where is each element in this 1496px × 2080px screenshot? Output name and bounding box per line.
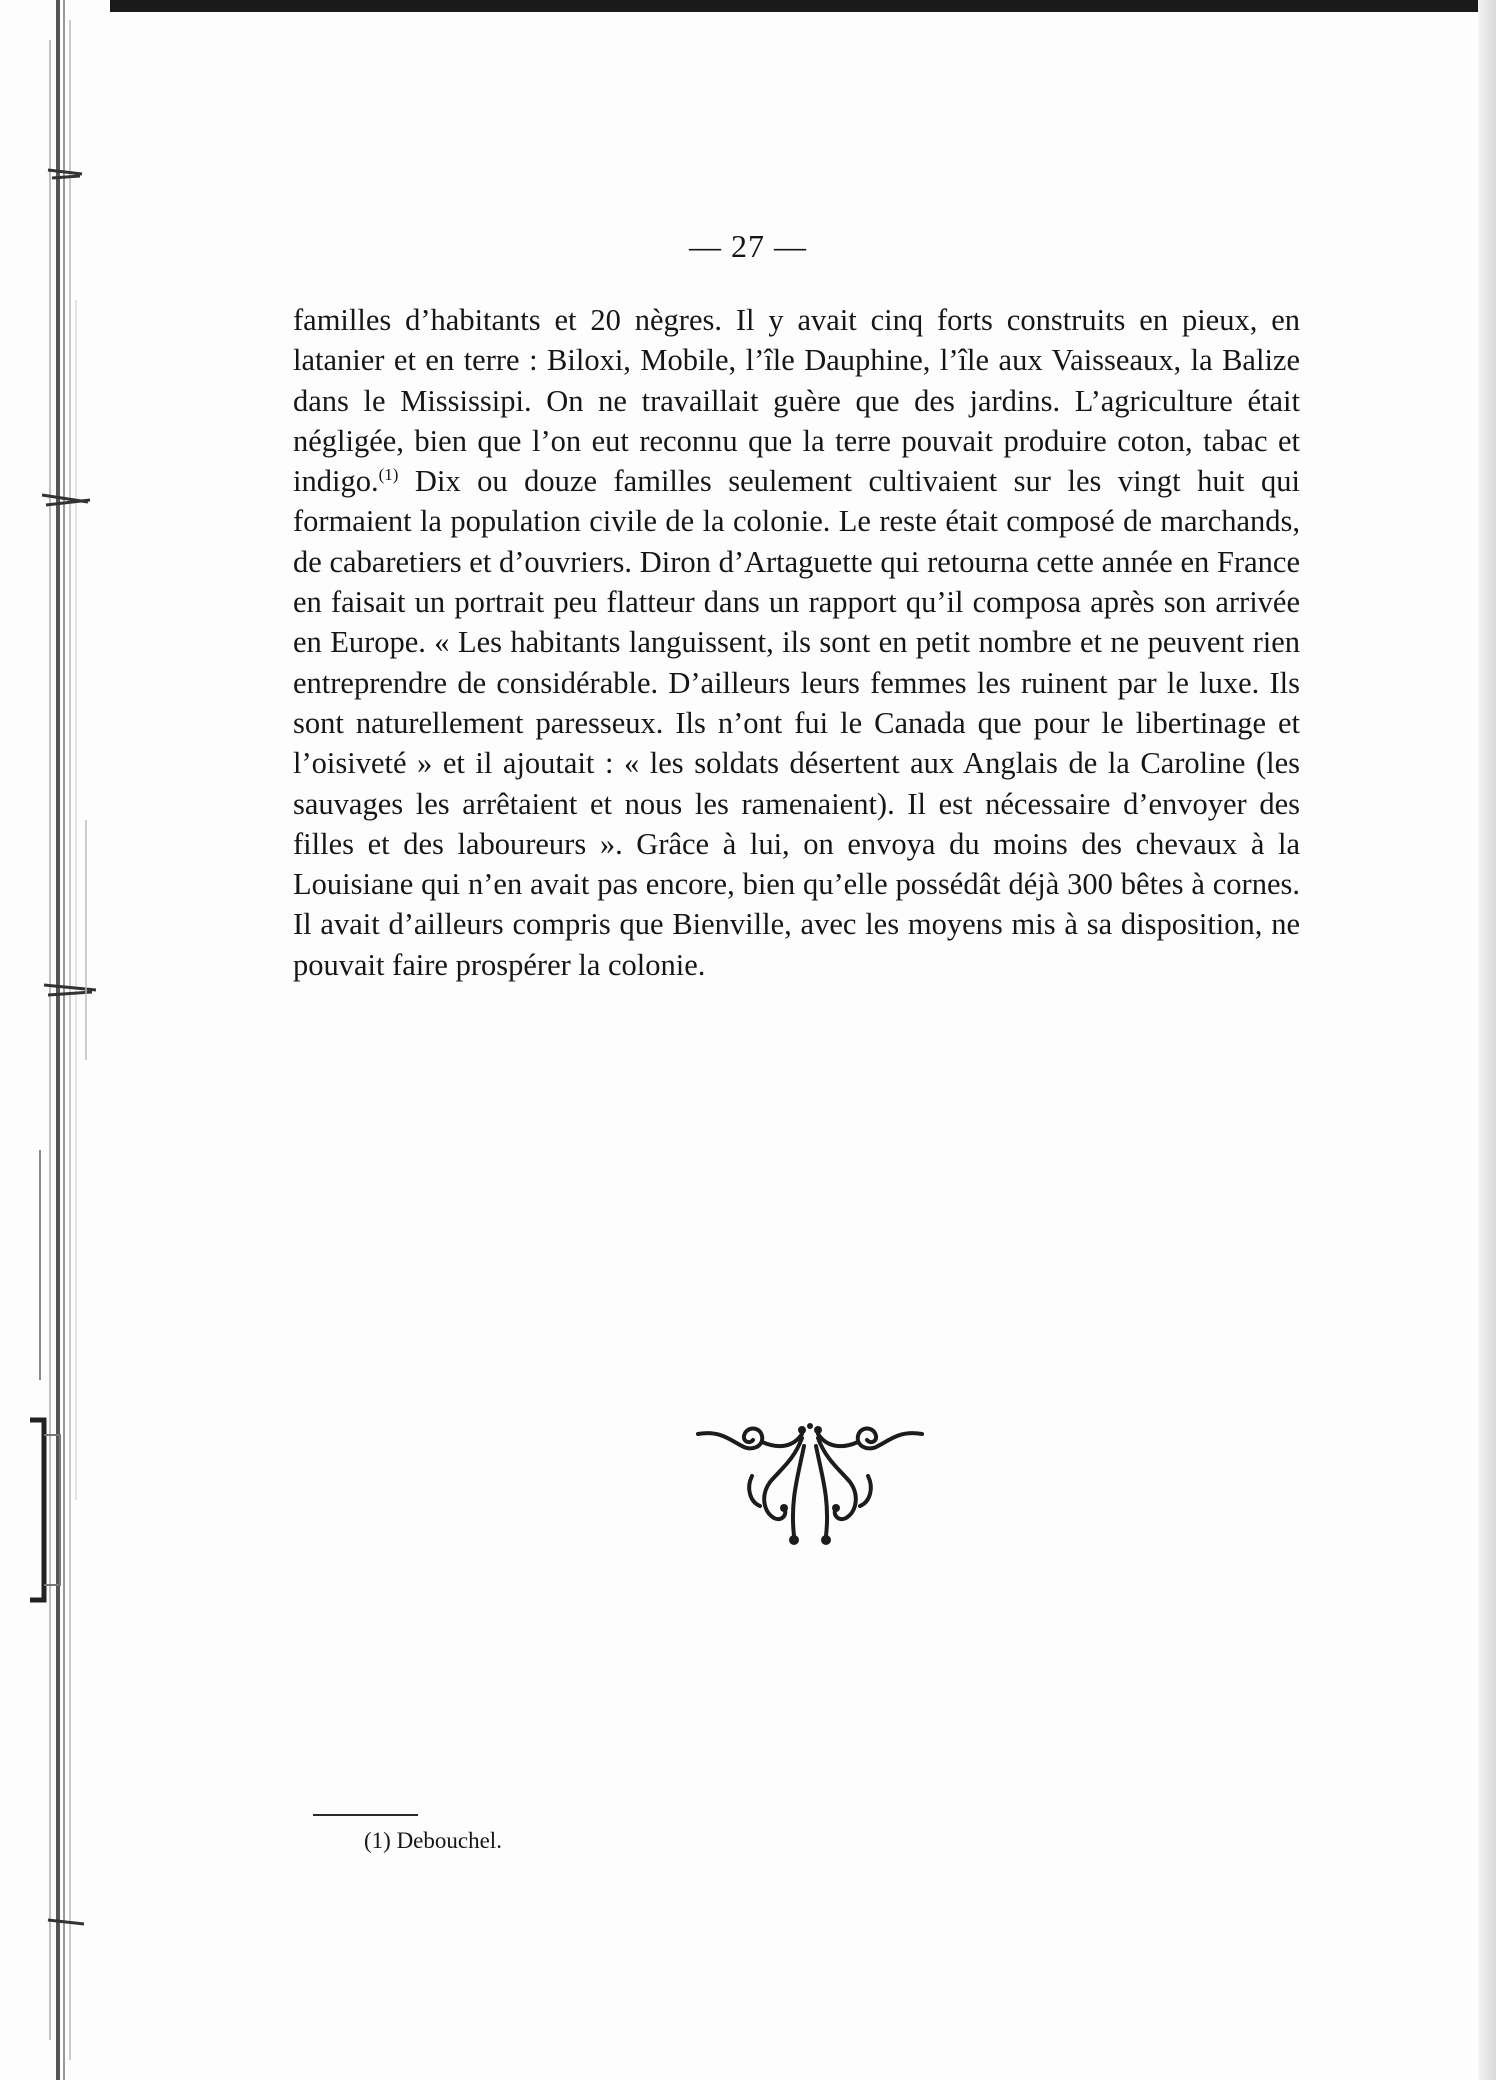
footnote-reference: (1) [378,465,399,485]
binding-stitches [0,0,110,2080]
footnote: (1) Debouchel. [364,1828,502,1853]
scan-top-edge [0,0,1496,12]
scan-right-edge [1478,0,1496,2080]
body-paragraph [293,300,1300,985]
paragraph-text: familles d’habitants et 20 nègres. Il y avait cinq forts construits en pieux, en latanier et en terre : Biloxi, Mobile, l’île Dauphine, l’île aux Vaisseaux, la Balize dans le Mississipi. On ne travaillait guère que des jardins. L’agriculture était négligée, bien que l’on eut reconnu que la terre pouvait produire coton, tabac et indigo. [293,303,1300,499]
footnote-rule [313,1814,418,1816]
scroll-ornament-icon [690,1416,930,1556]
paragraph-text-continued: Dix ou douze familles seulement cultivaient sur les vingt huit qui formaient la population civile de la colonie. Le reste était composé de marchands, de cabaretiers et d’ouvriers. Diron d’Artaguette qui retourna cette année en France en faisait un portrait peu flatteur dans un rapport qu’il composa après son arrivée en Europe. « Les habitants languissent, ils sont en petit nombre et ne peuvent rien entreprendre de considérable. D’ailleurs leurs femmes les ruinent par le luxe. Ils sont naturellement paresseux. Ils n’ont fui le Canada que pour le libertinage et l’oisiveté » et il ajoutait : « les soldats désertent aux Anglais de la Caroline (les sauvages les arrêtaient et nous les ramenaient). Il est nécessaire d’envoyer des filles et des laboureurs ». Grâce à lui, on envoya du moins des chevaux à la Louisiane qui n’en avait pas encore, bien qu’elle possédât déjà 300 bêtes à cornes. Il avait d’ailleurs compris que Bienville, avec les moyens mis à sa disposition, ne pouvait faire prospérer la colonie. [293,464,1300,982]
page-number: — 27 — [689,228,807,264]
